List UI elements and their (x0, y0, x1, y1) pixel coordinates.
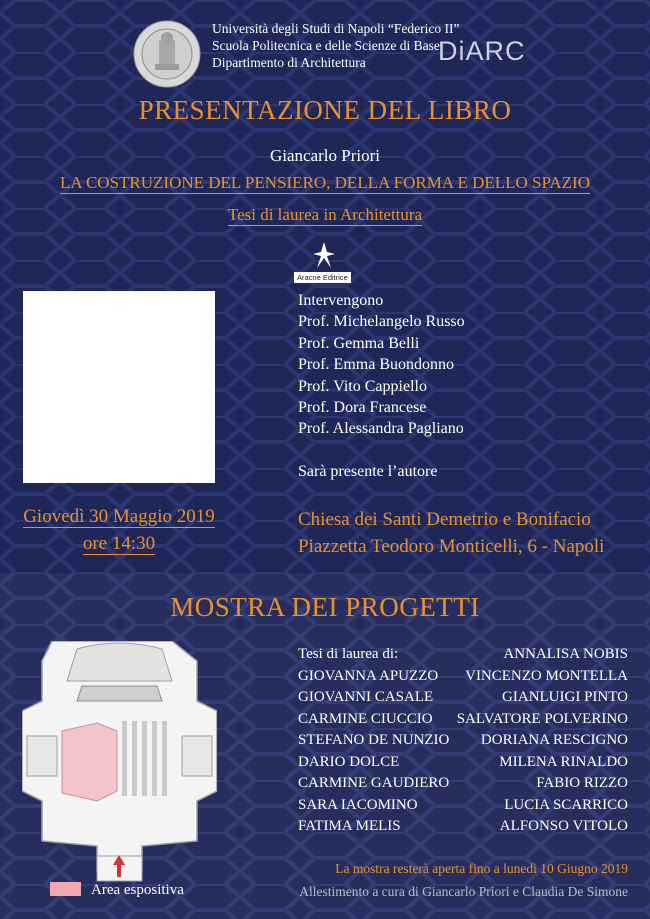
publisher-logo-icon (309, 240, 339, 270)
student-name: ALFONSO VITOLO (499, 818, 628, 834)
event-date: Giovedì 30 Maggio 2019 (23, 506, 215, 527)
floor-plan-image (22, 641, 217, 889)
plan-legend (50, 882, 184, 899)
university-name (212, 20, 460, 71)
publisher-label: Aracne Editrice (294, 272, 351, 283)
book-title-text: LA COSTRUZIONE DEL PENSIERO, DELLA FORMA E DELLO SPAZIO (59, 173, 590, 192)
student-name: DARIO DOLCE (298, 753, 400, 770)
student-name: DORIANA RESCIGNO (480, 732, 628, 748)
speakers-heading: Intervengono (298, 292, 384, 309)
student-name: SARA IACOMINO (298, 796, 418, 813)
theses-names-left (298, 644, 449, 838)
speaker: Prof. Emma Buondonno (298, 356, 454, 374)
book-cover-placeholder (23, 291, 215, 483)
venue-address: Piazzetta Teodoro Monticelli, 6 - Napoli (298, 536, 605, 557)
legend-label: Area espositiva (91, 882, 184, 898)
student-name: ANNALISA NOBIS (503, 646, 628, 662)
book-subtitle (0, 205, 650, 225)
event-datetime (0, 503, 238, 557)
event-title: PRESENTAZIONE DEL LIBRO (138, 95, 512, 125)
student-name: LUCIA SCARRICO (504, 796, 628, 813)
speakers-list (298, 290, 465, 440)
speaker: Prof. Vito Cappiello (298, 377, 427, 395)
speaker: Prof. Gemma Belli (298, 334, 420, 352)
legend-swatch (50, 882, 81, 896)
event-venue (298, 506, 604, 560)
darc-logo: DiARC (438, 36, 526, 66)
university-seal-icon (133, 20, 201, 88)
school-line: Scuola Politecnica e delle Scienze di Base (212, 38, 440, 53)
student-name: VINCENZO MONTELLA (465, 667, 628, 684)
theses-names-right (457, 644, 628, 838)
student-name: FABIO RIZZO (536, 775, 628, 791)
speaker: Prof. Michelangelo Russo (298, 313, 465, 331)
student-name: MILENA RINALDO (499, 753, 628, 770)
student-name: STEFANO DE NUNZIO (298, 732, 450, 748)
book-title (0, 173, 650, 193)
speaker: Prof. Alessandra Pagliano (298, 420, 464, 438)
book-author: Giancarlo Priori (270, 146, 380, 165)
university-line: Università degli Studi di Napoli “Federico II” (212, 21, 460, 36)
exhibition-title: MOSTRA DEI PROGETTI (170, 592, 480, 622)
author-present-note: Sarà presente l’autore (298, 463, 438, 480)
student-name: SALVATORE POLVERINO (456, 710, 628, 727)
theses-heading: Tesi di laurea di: (298, 646, 399, 662)
venue-name: Chiesa dei Santi Demetrio e Bonifacio (298, 509, 591, 530)
department-line: Dipartimento di Architettura (212, 55, 366, 70)
student-name: GIOVANNA APUZZO (298, 667, 439, 684)
student-name: GIOVANNI CASALE (298, 689, 434, 705)
student-name: CARMINE GAUDIERO (298, 775, 450, 791)
event-time: ore 14:30 (82, 533, 156, 554)
curator-note: Allestimento a cura di Giancarlo Priori e Claudia De Simone (299, 884, 628, 899)
student-name: GIANLUIGI PINTO (502, 689, 628, 705)
speaker: Prof. Dora Francese (298, 399, 427, 417)
book-subtitle-text: Tesi di laurea in Architettura (227, 205, 423, 224)
student-name: FATIMA MELIS (298, 818, 401, 834)
student-name: CARMINE CIUCCIO (298, 710, 433, 727)
exhibition-dates-note: La mostra resterà aperta fino a lunedì 10 Giugno 2019 (335, 861, 628, 876)
